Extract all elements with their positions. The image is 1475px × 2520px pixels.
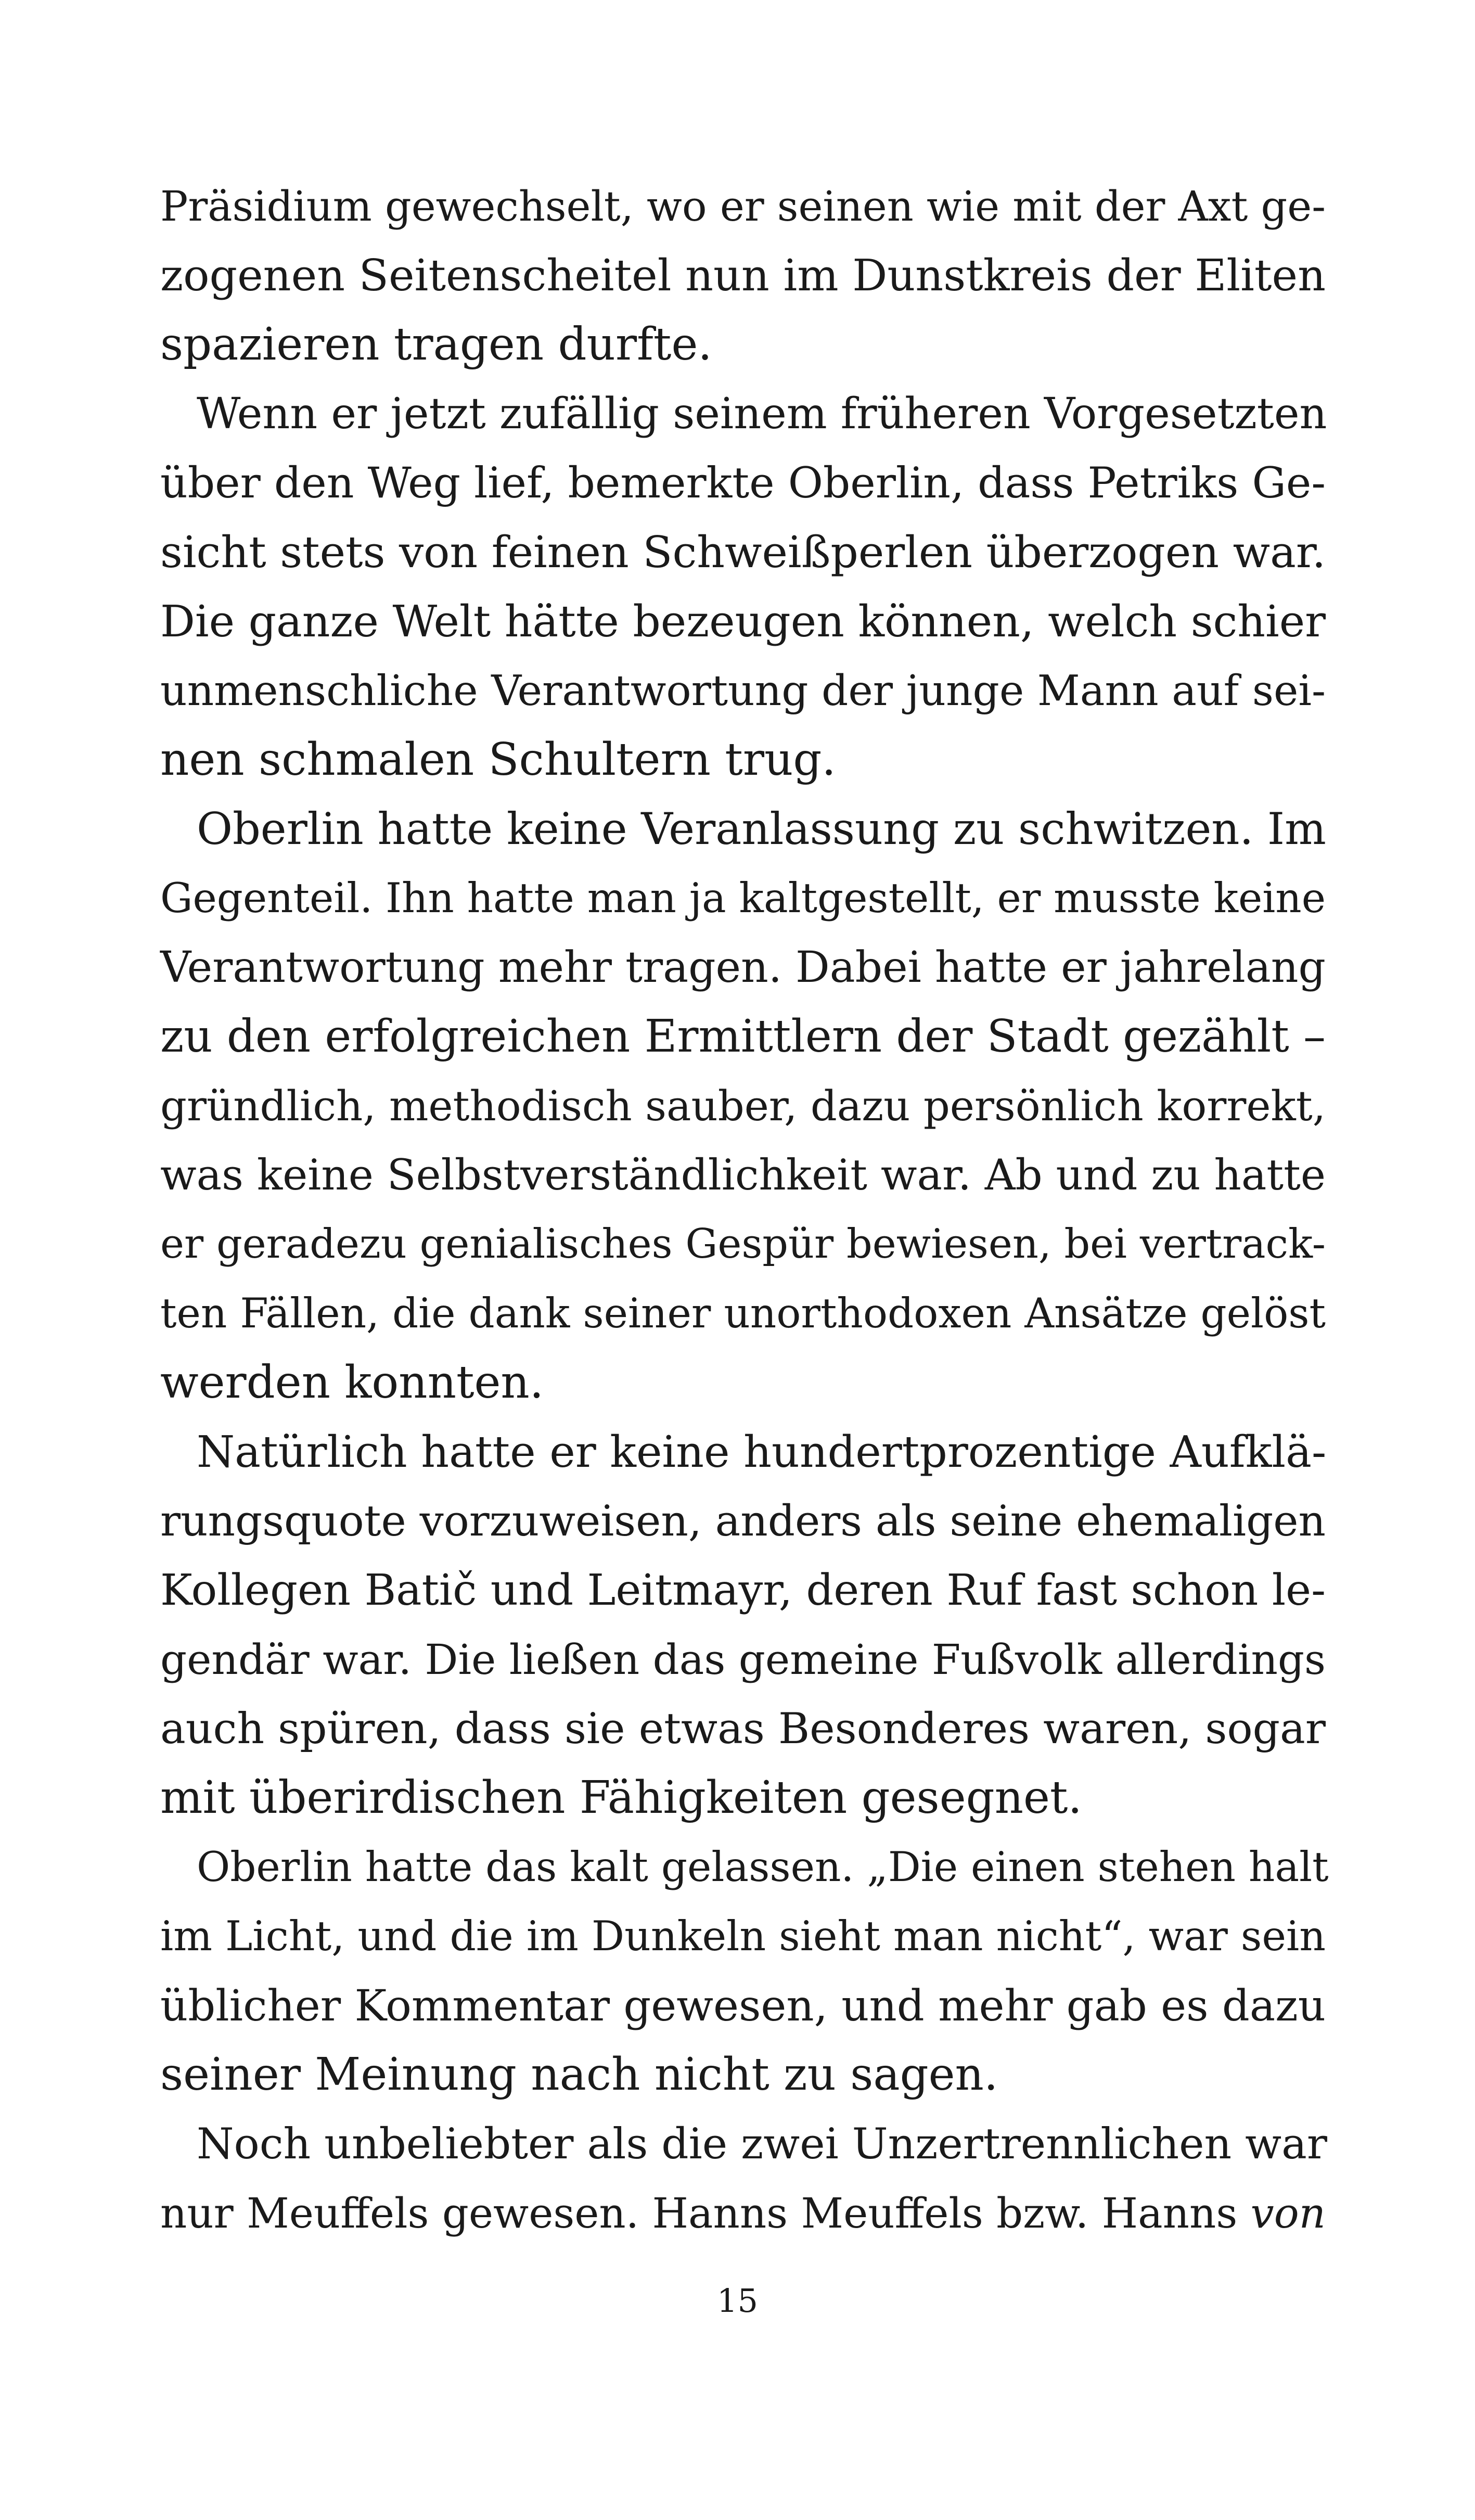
page-number: 15	[717, 2282, 758, 2320]
text-line: werden konnten.	[160, 1357, 544, 1409]
text-line: unmenschliche Verantwortung der junge Mann auf sei-	[160, 667, 1326, 715]
text-line: Oberlin hatte das kalt gelassen. „Die einen stehen halt	[197, 1844, 1329, 1891]
text-line: mit überirdischen Fähigkeiten gesegnet.	[160, 1772, 1082, 1824]
final-line-text: nur Meuffels gewesen. Hanns Meuffels bzw. Hanns	[160, 2189, 1251, 2237]
text-line: was keine Selbstverständlichkeit war. Ab und zu hatte	[160, 1150, 1326, 1200]
text-line: Verantwortung mehr tragen. Dabei hatte er jahrelang	[160, 943, 1326, 992]
text-line: sicht stets von feinen Schweißperlen überzogen war.	[160, 527, 1326, 578]
text-line: Wenn er jetzt zufällig seinem früheren Vorgesetzten	[197, 389, 1327, 439]
text-line: Kollegen Batič und Leitmayr, deren Ruf fast schon le-	[160, 1565, 1326, 1615]
text-line: zogenen Seitenscheitel nun im Dunstkreis der Eliten	[160, 250, 1326, 301]
body-text	[160, 172, 1329, 2248]
text-line: Gegenteil. Ihn hatte man ja kaltgestellt, er musste keine	[160, 875, 1326, 922]
text-line: gendär war. Die ließen das gemeine Fußvolk allerdings	[160, 1635, 1326, 1684]
text-line: üblicher Kommentar gewesen, und mehr gab es dazu	[160, 1980, 1326, 2031]
text-line-final	[160, 2179, 1326, 2248]
text-line: seiner Meinung nach nicht zu sagen.	[160, 2049, 998, 2101]
text-line: im Licht, und die im Dunkeln sieht man nicht“, war sein	[160, 1912, 1326, 1960]
text-line: Noch unbeliebter als die zwei Unzertrennlichen war	[197, 2119, 1327, 2169]
text-line: Präsidium gewechselt, wo er seinen wie mit der Axt ge-	[160, 182, 1326, 231]
text-line: Die ganze Welt hätte bezeugen können, welch schier	[160, 596, 1326, 647]
text-line: zu den erfolgreichen Ermittlern der Stadt gezählt –	[160, 1010, 1326, 1063]
text-line: nen schmalen Schultern trug.	[160, 734, 836, 786]
text-line: Natürlich hatte er keine hundertprozentige Aufklä-	[197, 1426, 1327, 1477]
text-line: Oberlin hatte keine Veranlassung zu schwitzen. Im	[197, 803, 1326, 854]
text-line: spazieren tragen durfte.	[160, 318, 712, 370]
text-line: auch spüren, dass sie etwas Besonderes waren, sogar	[160, 1704, 1326, 1754]
text-line: über den Weg lief, bemerkte Oberlin, dass Petriks Ge-	[160, 458, 1326, 508]
final-line-italic: von	[1250, 2189, 1326, 2237]
text-line: ten Fällen, die dank seiner unorthodoxen Ansätze gelöst	[160, 1290, 1326, 1337]
text-line: er geradezu genialisches Gespür bewiesen, bei vertrack-	[160, 1221, 1326, 1268]
text-line: gründlich, methodisch sauber, dazu persönlich korrekt,	[160, 1082, 1326, 1130]
text-line: rungsquote vorzuweisen, anders als seine ehemaligen	[160, 1496, 1326, 1546]
